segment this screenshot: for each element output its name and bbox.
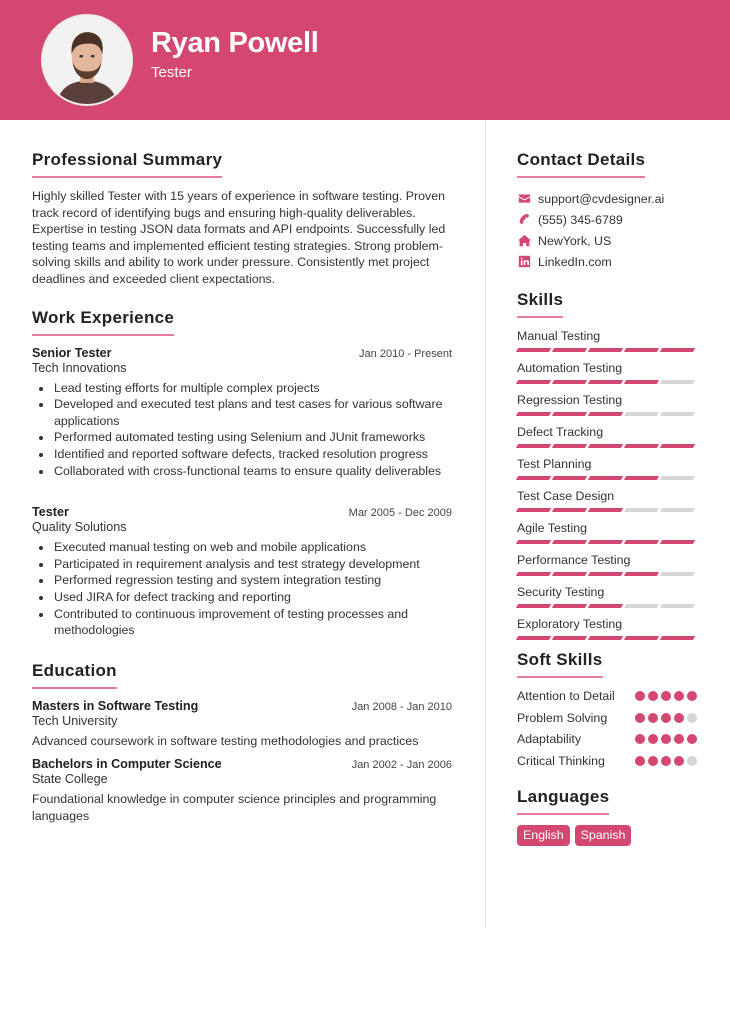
rating-dot-icon bbox=[687, 756, 697, 766]
job-company: Quality Solutions bbox=[32, 520, 127, 535]
skill-name: Exploratory Testing bbox=[517, 617, 623, 631]
skill-bar-segment bbox=[516, 604, 551, 608]
rating-dot-icon bbox=[648, 756, 658, 766]
job-entry bbox=[32, 505, 452, 639]
skill-name: Test Case Design bbox=[517, 489, 615, 503]
soft-skill-row bbox=[517, 731, 697, 748]
skill-bar-segment bbox=[552, 380, 587, 384]
bullet-item: Performed regression testing and system integration testing bbox=[54, 572, 452, 589]
right-column bbox=[517, 150, 697, 846]
skill-bar-segment bbox=[624, 604, 659, 608]
rating-dot-icon bbox=[635, 691, 645, 701]
education-description: Advanced coursework in software testing methodologies and practices bbox=[32, 733, 419, 748]
skill-bar-segment bbox=[588, 604, 623, 608]
skill-bar-segment bbox=[552, 636, 587, 640]
skill-bar-segment bbox=[660, 380, 695, 384]
contact-value: LinkedIn.com bbox=[538, 254, 612, 269]
languages-section bbox=[517, 787, 697, 846]
skill-name: Automation Testing bbox=[517, 361, 623, 375]
section-heading: Professional Summary bbox=[32, 150, 222, 178]
profile-photo bbox=[41, 14, 133, 106]
skill-bar-segment bbox=[624, 380, 659, 384]
rating-dot-icon bbox=[635, 756, 645, 766]
bullet-item: Contributed to continuous improvement of testing processes and methodologies bbox=[54, 606, 452, 639]
skill-level-bar bbox=[517, 476, 697, 480]
skill-bar-segment bbox=[588, 444, 623, 448]
skill-level-bar bbox=[517, 412, 697, 416]
soft-skill-row bbox=[517, 710, 697, 727]
home-icon bbox=[517, 234, 531, 248]
job-date: Mar 2005 - Dec 2009 bbox=[348, 507, 452, 520]
skill-bar-segment bbox=[660, 476, 695, 480]
bullet-item: Lead testing efforts for multiple complex projects bbox=[54, 380, 452, 397]
candidate-name: Ryan Powell bbox=[151, 27, 319, 59]
skill-bar-segment bbox=[624, 348, 659, 352]
job-role: Tester bbox=[32, 505, 69, 520]
skill-name: Security Testing bbox=[517, 585, 605, 599]
contact-phone[interactable] bbox=[517, 209, 697, 230]
soft-skill-rating bbox=[635, 756, 697, 766]
linkedin-icon bbox=[517, 255, 531, 269]
bullet-item: Identified and reported software defects, tracked resolution progress bbox=[54, 446, 452, 463]
rating-dot-icon bbox=[687, 734, 697, 744]
skill-bar-segment bbox=[588, 412, 623, 416]
skill-name: Defect Tracking bbox=[517, 425, 604, 439]
soft-skill-name: Critical Thinking bbox=[517, 753, 605, 768]
skill-level-bar bbox=[517, 508, 697, 512]
section-heading: Languages bbox=[517, 787, 609, 815]
skill-level-bar bbox=[517, 540, 697, 544]
skill-bar-segment bbox=[624, 540, 659, 544]
skill-bar-segment bbox=[624, 412, 659, 416]
education-date: Jan 2008 - Jan 2010 bbox=[351, 700, 452, 713]
soft-skill-name: Adaptability bbox=[517, 732, 582, 747]
soft-skill-rating bbox=[635, 691, 697, 701]
skill-bar-segment bbox=[660, 444, 695, 448]
skill-bar-segment bbox=[660, 348, 695, 352]
resume-header bbox=[0, 0, 730, 120]
skill-level-bar bbox=[517, 444, 697, 448]
professional-summary-section bbox=[32, 150, 452, 288]
rating-dot-icon bbox=[674, 734, 684, 744]
job-company: Tech Innovations bbox=[32, 360, 127, 375]
bullet-item: Participated in requirement analysis and test strategy development bbox=[54, 556, 452, 573]
skills-section bbox=[517, 290, 697, 640]
contact-details-section bbox=[517, 150, 697, 272]
skill-bar-segment bbox=[660, 604, 695, 608]
bullet-item: Performed automated testing using Selenium and JUnit frameworks bbox=[54, 429, 452, 446]
skill-bar-segment bbox=[552, 444, 587, 448]
job-bullets bbox=[32, 380, 452, 480]
phone-icon bbox=[517, 213, 531, 227]
skill-bar-segment bbox=[660, 636, 695, 640]
skill-bar-segment bbox=[516, 348, 551, 352]
rating-dot-icon bbox=[661, 713, 671, 723]
summary-text: Highly skilled Tester with 15 years of experience in software testing. Proven track record of identifying bugs and ensuring high-quality deliverables. Expertise in testing JSON data formats and API endpoints. Successfully led testing teams and implemented efficient testing strategies. Strong problem-solving skills and ability to work under pressure. Consistently met project deadlines and exceeded client expectations. bbox=[32, 189, 446, 286]
skill-bar-segment bbox=[624, 508, 659, 512]
rating-dot-icon bbox=[687, 691, 697, 701]
skill-bar-segment bbox=[624, 636, 659, 640]
contact-value: (555) 345-6789 bbox=[538, 212, 623, 227]
skill-bar-segment bbox=[552, 540, 587, 544]
skills-list bbox=[517, 328, 697, 640]
rating-dot-icon bbox=[674, 713, 684, 723]
contact-location bbox=[517, 230, 697, 251]
rating-dot-icon bbox=[674, 756, 684, 766]
skill-bar-segment bbox=[516, 636, 551, 640]
skill-level-bar bbox=[517, 604, 697, 608]
bullet-item: Executed manual testing on web and mobile applications bbox=[54, 539, 452, 556]
soft-skill-row bbox=[517, 688, 697, 705]
skill-bar-segment bbox=[588, 508, 623, 512]
job-bullets bbox=[32, 539, 452, 639]
skill-level-bar bbox=[517, 636, 697, 640]
avatar-icon bbox=[43, 16, 131, 104]
skill-bar-segment bbox=[624, 444, 659, 448]
skill-bar-segment bbox=[516, 412, 551, 416]
skill-bar-segment bbox=[552, 604, 587, 608]
skill-bar-segment bbox=[588, 572, 623, 576]
section-heading: Contact Details bbox=[517, 150, 645, 178]
degree-name: Masters in Software Testing bbox=[32, 698, 199, 713]
education-description: Foundational knowledge in computer science principles and programming languages bbox=[32, 792, 437, 823]
rating-dot-icon bbox=[674, 691, 684, 701]
bullet-item: Used JIRA for defect tracking and reporting bbox=[54, 589, 452, 606]
soft-skill-name: Problem Solving bbox=[517, 710, 608, 725]
skill-bar-segment bbox=[516, 508, 551, 512]
rating-dot-icon bbox=[648, 734, 658, 744]
skill-bar-segment bbox=[588, 476, 623, 480]
rating-dot-icon bbox=[661, 756, 671, 766]
soft-skills-section bbox=[517, 650, 697, 769]
skill-bar-segment bbox=[552, 348, 587, 352]
skill-bar-segment bbox=[552, 572, 587, 576]
skill-bar-segment bbox=[552, 508, 587, 512]
education-entry bbox=[32, 757, 452, 824]
rating-dot-icon bbox=[635, 734, 645, 744]
skill-bar-segment bbox=[588, 540, 623, 544]
contact-email[interactable] bbox=[517, 188, 697, 209]
education-date: Jan 2002 - Jan 2006 bbox=[351, 759, 452, 772]
soft-skill-row bbox=[517, 753, 697, 770]
skill-name: Agile Testing bbox=[517, 521, 588, 535]
skill-bar-segment bbox=[660, 572, 695, 576]
skill-bar-segment bbox=[660, 412, 695, 416]
language-tag: Spanish bbox=[575, 825, 632, 846]
skill-bar-segment bbox=[516, 540, 551, 544]
skill-bar-segment bbox=[624, 572, 659, 576]
skill-name: Test Planning bbox=[517, 457, 592, 471]
skill-bar-segment bbox=[588, 348, 623, 352]
section-heading: Soft Skills bbox=[517, 650, 603, 678]
soft-skills-list bbox=[517, 688, 697, 769]
soft-skill-rating bbox=[635, 713, 697, 723]
skill-bar-segment bbox=[624, 476, 659, 480]
rating-dot-icon bbox=[648, 713, 658, 723]
soft-skill-rating bbox=[635, 734, 697, 744]
left-column bbox=[32, 150, 452, 824]
rating-dot-icon bbox=[661, 734, 671, 744]
job-role: Senior Tester bbox=[32, 345, 112, 360]
column-divider bbox=[485, 120, 486, 928]
education-entry bbox=[32, 699, 452, 750]
rating-dot-icon bbox=[635, 713, 645, 723]
school-name: Tech University bbox=[32, 713, 118, 728]
rating-dot-icon bbox=[648, 691, 658, 701]
skill-bar-segment bbox=[552, 476, 587, 480]
skill-level-bar bbox=[517, 572, 697, 576]
skill-name: Performance Testing bbox=[517, 553, 631, 567]
skill-level-bar bbox=[517, 348, 697, 352]
skill-bar-segment bbox=[588, 380, 623, 384]
skill-bar-segment bbox=[588, 636, 623, 640]
bullet-item: Developed and executed test plans and test cases for various software applications bbox=[54, 396, 452, 429]
education-section bbox=[32, 661, 452, 825]
section-heading: Skills bbox=[517, 290, 563, 318]
skill-bar-segment bbox=[516, 444, 551, 448]
skill-bar-segment bbox=[516, 476, 551, 480]
rating-dot-icon bbox=[687, 713, 697, 723]
bullet-item: Collaborated with cross-functional teams to ensure quality deliverables bbox=[54, 463, 452, 480]
rating-dot-icon bbox=[661, 691, 671, 701]
envelope-icon bbox=[517, 192, 531, 206]
contact-value: NewYork, US bbox=[538, 233, 612, 248]
skill-bar-segment bbox=[660, 508, 695, 512]
candidate-title: Tester bbox=[151, 64, 192, 81]
degree-name: Bachelors in Computer Science bbox=[32, 757, 222, 772]
job-entry bbox=[32, 346, 452, 480]
section-heading: Education bbox=[32, 661, 117, 689]
skill-level-bar bbox=[517, 380, 697, 384]
contact-value: support@cvdesigner.ai bbox=[538, 191, 665, 206]
school-name: State College bbox=[32, 772, 108, 787]
skill-name: Regression Testing bbox=[517, 393, 623, 407]
skill-bar-segment bbox=[552, 412, 587, 416]
work-experience-section bbox=[32, 308, 452, 639]
job-date: Jan 2010 - Present bbox=[359, 347, 452, 360]
skill-name: Manual Testing bbox=[517, 329, 601, 343]
skill-bar-segment bbox=[660, 540, 695, 544]
skill-bar-segment bbox=[516, 572, 551, 576]
languages-list bbox=[517, 825, 697, 846]
language-tag: English bbox=[517, 825, 570, 846]
skill-bar-segment bbox=[516, 380, 551, 384]
section-heading: Work Experience bbox=[32, 308, 174, 336]
contact-linkedin[interactable] bbox=[517, 251, 697, 272]
soft-skill-name: Attention to Detail bbox=[517, 689, 615, 703]
